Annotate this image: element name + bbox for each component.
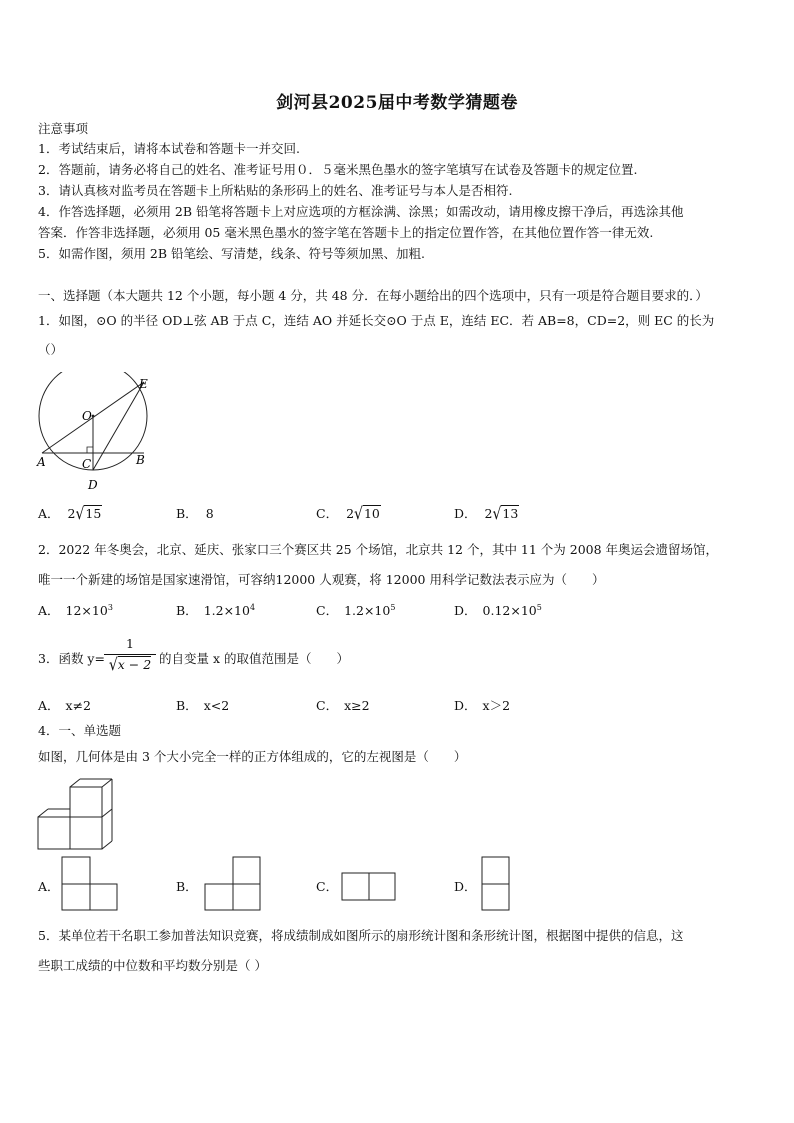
q4-option-b-figure [204,856,262,912]
option-exponent: 3 [107,602,113,612]
option-letter: C． [316,603,339,618]
q1-option-b [176,506,214,522]
fraction-denominator [104,655,156,673]
option-base: 1.2×10 [203,603,250,618]
option-radicand: 10 [363,506,380,521]
cube-solid-figure [36,777,114,851]
question-4-stem: 如图，几何体是由 3 个大小完全一样的正方体组成的，它的左视图是（ ） [38,749,467,764]
q2-option-c [316,603,395,619]
notice-item: 2．答题前，请务必将自己的姓名、准考证号用０．５毫米黑色墨水的签字笔填写在试卷及答题卡的规定位置. [38,162,638,177]
label-b: B [136,453,145,467]
q2-option-a [38,603,113,619]
option-letter: D． [454,506,477,521]
label-a: A [37,455,46,469]
option-letter: C． [316,698,339,713]
option-base: 12×10 [65,603,108,618]
question-3-prefix: 3．函数 y= [38,651,105,666]
sqrt-icon: √ [492,504,502,524]
option-text: x≠2 [65,698,92,713]
option-letter: B． [176,506,198,521]
notice-item: 4．作答选择题，必须用 2B 铅笔将答题卡上对应选项的方框涂满、涂黑；如需改动，请用橡皮擦干净后，再选涂其他 [38,204,684,219]
q1-option-a [38,506,102,522]
option-letter: B． [176,698,198,713]
fraction [104,636,156,673]
option-letter: D． [454,603,477,618]
option-letter: A． [38,603,60,618]
question-2-stem-cont: 唯一一个新建的场馆是国家速滑馆，可容纳12000 人观赛，将 12000 用科学记数法表示应为（ ） [38,572,605,587]
option-base: 1.2×10 [344,603,391,618]
q4-option-a-label: A． [38,879,60,894]
sqrt-icon: √ [354,504,363,524]
option-text: x≥2 [344,698,370,713]
q4-option-c-label: C． [316,879,339,894]
q4-option-d-figure [481,856,511,912]
q4-option-c-figure [341,872,397,902]
q3-option-a [38,698,91,714]
option-coef: 2 [67,506,76,521]
option-base: 0.12×10 [482,603,537,618]
q1-option-d [454,506,519,522]
question-2-stem: 2．2022 年冬奥会，北京、延庆、张家口三个赛区共 25 个场馆，北京共 12 个，其中 11 个为 2008 年奥运会遗留场馆， [38,542,719,557]
q2-option-d [454,603,542,619]
page-title: 剑河县2025届中考数学猜题卷 [276,93,518,113]
q3-option-d [454,698,510,714]
option-letter: A． [38,698,60,713]
option-exponent: 5 [390,602,396,612]
radicand: x − 2 [117,657,152,672]
notice-item: 5．如需作图，须用 2B 铅笔绘、写清楚，线条、符号等须加黑、加粗. [38,246,426,261]
option-exponent: 5 [536,602,542,612]
option-letter: C． [316,506,339,521]
question-1-stem-cont: （） [38,342,64,357]
option-exponent: 4 [249,602,256,612]
q2-option-b [176,603,255,619]
q4-option-d-label: D． [454,879,477,894]
label-c: C [82,457,92,471]
label-o: O [82,409,92,423]
option-coef: 2 [346,506,355,521]
q3-option-c [316,698,370,714]
option-letter: B． [176,603,198,618]
question-5-stem: 5．某单位若干名职工参加普法知识竞赛，将成绩制成如图所示的扇形统计图和条形统计图，根据图中提供的信息，这 [38,928,684,943]
q1-option-c [316,506,381,522]
question-1-stem: 1．如图，⊙O 的半径 OD⊥弦 AB 于点 C，连结 AO 并延长交⊙O 于点 E，连结 EC．若 AB=8，CD=2，则 EC 的长为 [38,313,715,328]
option-text: x＞2 [482,698,511,713]
circle-figure [32,372,162,497]
notice-item: 1．考试结束后，请将本试卷和答题卡一并交回. [38,141,300,156]
option-coef: 2 [484,506,493,521]
q4-option-b-label: B． [176,879,198,894]
option-radicand: 15 [85,506,102,521]
option-text: 8 [205,506,214,521]
sqrt-icon: √ [75,504,85,524]
label-d: D [88,478,98,492]
label-e: E [139,377,148,391]
option-text: x<2 [203,698,230,713]
notice-item: 答案．作答非选择题，必须用 05 毫米黑色墨水的签字笔在答题卡上的指定位置作答，在其他位置作答一律无效. [38,225,654,240]
option-radicand: 13 [502,506,519,521]
notice-heading: 注意事项 [38,121,89,136]
q4-option-a-figure [61,856,119,912]
option-letter: D． [454,698,477,713]
sqrt-icon: √ [108,655,118,675]
option-letter: A． [38,506,60,521]
question-3-suffix: 的自变量 x 的取值范围是（ ） [159,651,349,666]
section-heading: 一、选择题（本大题共 12 个小题，每小题 4 分，共 48 分．在每小题给出的四个选项中，只有一项是符合题目要求的．） [38,288,708,303]
q3-option-b [176,698,229,714]
fraction-numerator: 1 [104,636,156,655]
notice-item: 3．请认真核对监考员在答题卡上所粘贴的条形码上的姓名、准考证号与本人是否相符. [38,183,513,198]
question-4-heading: 4．一、单选题 [38,723,121,738]
question-5-stem-cont: 些职工成绩的中位数和平均数分别是（ ） [38,958,267,973]
